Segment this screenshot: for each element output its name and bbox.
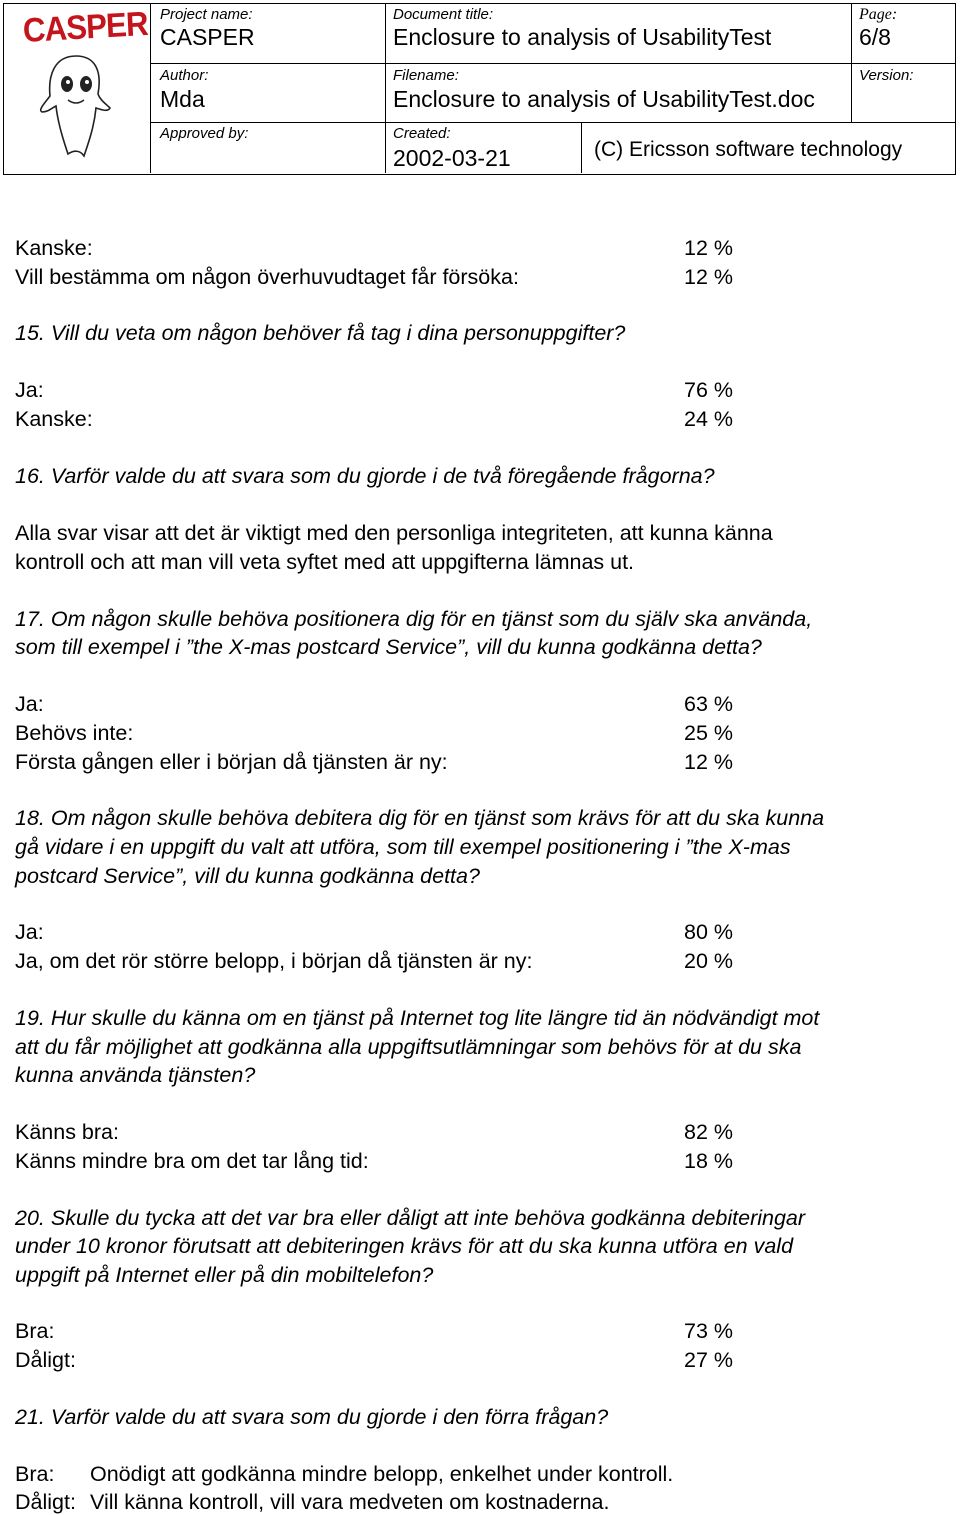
answer-label: Ja: <box>15 920 44 944</box>
question-18: 18. Om någon skulle behöva debitera dig för en tjänst som krävs för att du ska kunna <box>15 806 825 830</box>
question-16: 16. Varför valde du att svara som du gjorde i de två föregående frågorna? <box>15 464 715 488</box>
question-20: 20. Skulle du tycka att det var bra eller dåligt att inte behöva godkänna debiteringar <box>15 1206 806 1230</box>
document-header <box>3 3 956 175</box>
answer-label: Kanske: <box>15 407 93 431</box>
answer-label: Bra: <box>15 1319 55 1343</box>
answer-16-text: Alla svar visar att det är viktigt med den personliga integriteten, att kunna känna <box>15 521 773 545</box>
question-19: kunna använda tjänsten? <box>15 1063 256 1087</box>
answer-label: Första gången eller i början då tjänsten är ny: <box>15 750 448 774</box>
answer-label: Vill bestämma om någon överhuvudtaget får försöka: <box>15 265 519 289</box>
document-title-value: Enclosure to analysis of UsabilityTest <box>393 24 772 50</box>
filename-label: Filename: <box>393 67 459 84</box>
answer-label: Ja: <box>15 378 44 402</box>
answer-text: Onödigt att godkänna mindre belopp, enkelhet under kontroll. <box>90 1462 674 1486</box>
answer-percent: 12 % <box>684 236 734 260</box>
answer-percent: 27 % <box>684 1348 734 1372</box>
casper-logo <box>4 4 151 173</box>
answer-label: Känns bra: <box>15 1120 119 1144</box>
ghost-icon <box>4 4 150 173</box>
answer-percent: 76 % <box>684 378 734 402</box>
answer-percent: 24 % <box>684 407 734 431</box>
page-value: 6/8 <box>859 24 891 50</box>
created-value: 2002-03-21 <box>393 145 511 171</box>
question-20: uppgift på Internet eller på din mobiltelefon? <box>15 1263 434 1287</box>
answer-label: Bra: <box>15 1462 55 1486</box>
answer-label: Känns mindre bra om det tar lång tid: <box>15 1149 369 1173</box>
answer-percent: 12 % <box>684 750 734 774</box>
answer-16-text: kontroll och att man vill veta syftet med att uppgifterna lämnas ut. <box>15 550 635 574</box>
created-label: Created: <box>393 125 451 142</box>
project-name-label: Project name: <box>160 6 253 23</box>
question-20: under 10 kronor förutsatt att debiteringen krävs för att du ska kunna utföra en vald <box>15 1234 794 1258</box>
approved-by-label: Approved by: <box>160 125 249 142</box>
answer-label: Ja: <box>15 692 44 716</box>
author-value: Mda <box>160 86 205 112</box>
answer-percent: 12 % <box>684 265 734 289</box>
question-15: 15. Vill du veta om någon behöver få tag i dina personuppgifter? <box>15 321 626 345</box>
answer-percent: 63 % <box>684 692 734 716</box>
answer-label: Behövs inte: <box>15 721 134 745</box>
version-label: Version: <box>859 67 914 84</box>
question-19: 19. Hur skulle du känna om en tjänst på Internet tog lite längre tid än nödvändigt mot <box>15 1006 820 1030</box>
question-18: gå vidare i en uppgift du valt att utföra, som till exempel positionering i ”the X-mas <box>15 835 791 859</box>
answer-label: Ja, om det rör större belopp, i början då tjänsten är ny: <box>15 949 533 973</box>
answer-label: Kanske: <box>15 236 93 260</box>
answer-label: Dåligt: <box>15 1490 76 1514</box>
answer-text: Vill känna kontroll, vill vara medveten om kostnaderna. <box>90 1490 610 1514</box>
answer-percent: 25 % <box>684 721 734 745</box>
question-17: som till exempel i ”the X-mas postcard Service”, vill du kunna godkänna detta? <box>15 635 762 659</box>
answer-label: Dåligt: <box>15 1348 76 1372</box>
question-18: postcard Service”, vill du kunna godkänna detta? <box>15 864 480 888</box>
logo-wordmark: CASPER <box>22 4 149 50</box>
answer-percent: 20 % <box>684 949 734 973</box>
answer-percent: 82 % <box>684 1120 734 1144</box>
copyright-text: (C) Ericsson software technology <box>594 138 903 161</box>
project-name-value: CASPER <box>160 24 255 50</box>
filename-value: Enclosure to analysis of UsabilityTest.doc <box>393 86 815 112</box>
page-label: Page: <box>859 6 898 23</box>
answer-percent: 80 % <box>684 920 734 944</box>
author-label: Author: <box>160 67 209 84</box>
answer-percent: 18 % <box>684 1149 734 1173</box>
question-17: 17. Om någon skulle behöva positionera dig för en tjänst som du själv ska använda, <box>15 607 813 631</box>
question-21: 21. Varför valde du att svara som du gjorde i den förra frågan? <box>15 1405 609 1429</box>
document-title-label: Document title: <box>393 6 494 23</box>
question-19: att du får möjlighet att godkänna alla uppgiftsutlämningar som behövs för at du ska <box>15 1035 802 1059</box>
answer-percent: 73 % <box>684 1319 734 1343</box>
